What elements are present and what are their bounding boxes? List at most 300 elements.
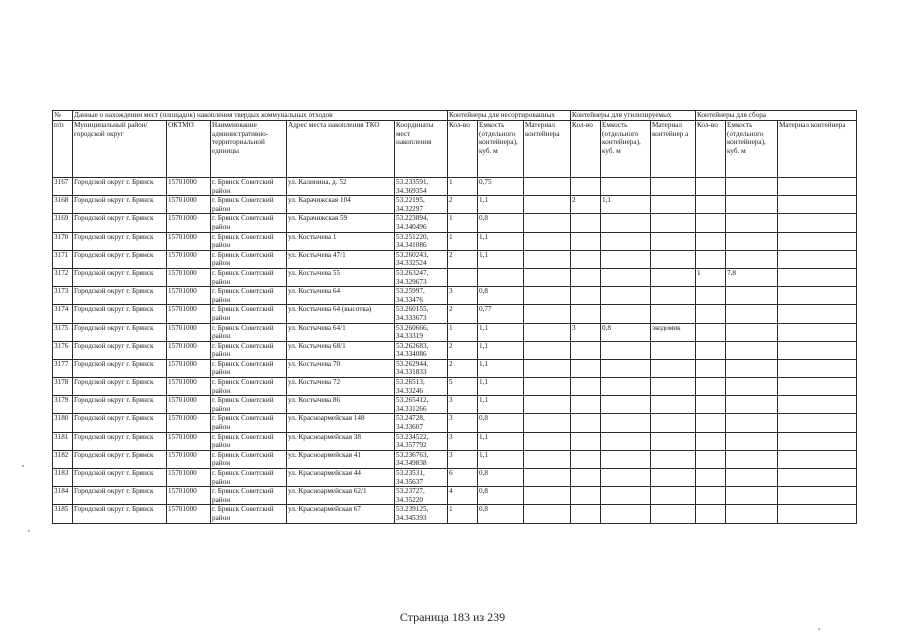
- capacity-unsorted-cell: 1,1: [478, 396, 524, 414]
- capacity-unsorted-cell: 0,8: [478, 487, 524, 505]
- material-unsorted-cell: [524, 250, 571, 268]
- table-row: [53, 305, 857, 323]
- coords-cell: 53.251220, 34.341086: [395, 232, 448, 250]
- admin-unit-cell: г. Брянск Советский район: [211, 378, 287, 396]
- qty-unsorted-cell: 1: [448, 323, 478, 341]
- capacity-unsorted-cell: 1,1: [478, 378, 524, 396]
- header-oktmo: ОКТМО: [167, 121, 211, 178]
- capacity-recycle-cell: [601, 214, 651, 232]
- material-recycle-cell: [651, 378, 696, 396]
- admin-unit-cell: г. Брянск Советский район: [211, 178, 287, 196]
- admin-unit-cell: г. Брянск Советский район: [211, 196, 287, 214]
- table-row: [53, 487, 857, 505]
- material-unsorted-cell: [524, 232, 571, 250]
- coords-cell: 53.234522, 34.357792: [395, 432, 448, 450]
- oktmo-cell: 15701000: [167, 396, 211, 414]
- material-collect-cell: [778, 396, 857, 414]
- coords-cell: 53.260155, 34.333673: [395, 305, 448, 323]
- municipality-cell: Городской округ г. Брянск: [73, 250, 167, 268]
- oktmo-cell: 15701000: [167, 268, 211, 286]
- qty-unsorted-cell: 3: [448, 414, 478, 432]
- qty-collect-cell: [696, 214, 726, 232]
- capacity-unsorted-cell: 1,1: [478, 341, 524, 359]
- admin-unit-cell: г. Брянск Советский район: [211, 359, 287, 377]
- material-unsorted-cell: [524, 214, 571, 232]
- material-collect-cell: [778, 359, 857, 377]
- row-number: 3173: [53, 287, 73, 305]
- capacity-collect-cell: [726, 305, 778, 323]
- material-collect-cell: [778, 250, 857, 268]
- oktmo-cell: 15701000: [167, 414, 211, 432]
- capacity-collect-cell: [726, 450, 778, 468]
- scan-speck: [818, 628, 820, 630]
- oktmo-cell: 15701000: [167, 305, 211, 323]
- material-collect-cell: [778, 196, 857, 214]
- table-row: [53, 359, 857, 377]
- header-capacity-recycle: Емкость (отдельного контейнера), куб. м: [601, 121, 651, 178]
- table-row: [53, 323, 857, 341]
- material-collect-cell: [778, 232, 857, 250]
- municipality-cell: Городской округ г. Брянск: [73, 359, 167, 377]
- coords-cell: 53.26513, 34.33246: [395, 378, 448, 396]
- coords-cell: 53.265412, 34.331266: [395, 396, 448, 414]
- coords-cell: 53.22195, 34.32297: [395, 196, 448, 214]
- material-unsorted-cell: [524, 305, 571, 323]
- qty-recycle-cell: [571, 178, 601, 196]
- table-row: [53, 396, 857, 414]
- material-unsorted-cell: [524, 378, 571, 396]
- material-recycle-cell: [651, 214, 696, 232]
- oktmo-cell: 15701000: [167, 178, 211, 196]
- municipality-cell: Городской округ г. Брянск: [73, 487, 167, 505]
- material-recycle-cell: [651, 469, 696, 487]
- material-recycle-cell: [651, 305, 696, 323]
- address-cell: ул. Костычева 68/1: [287, 341, 395, 359]
- header-num: №: [53, 111, 73, 121]
- address-cell: ул. Красноармейская 38: [287, 432, 395, 450]
- material-recycle-cell: [651, 268, 696, 286]
- coords-cell: 53.23531, 34.35637: [395, 469, 448, 487]
- municipality-cell: Городской округ г. Брянск: [73, 450, 167, 468]
- material-unsorted-cell: [524, 196, 571, 214]
- municipality-cell: Городской округ г. Брянск: [73, 305, 167, 323]
- capacity-recycle-cell: [601, 378, 651, 396]
- qty-collect-cell: [696, 396, 726, 414]
- qty-collect-cell: [696, 196, 726, 214]
- qty-unsorted-cell: 5: [448, 378, 478, 396]
- header-municipality: Муниципальный район/городской округ: [73, 121, 167, 178]
- coords-cell: 53.233591, 34.369354: [395, 178, 448, 196]
- capacity-collect-cell: [726, 178, 778, 196]
- material-recycle-cell: [651, 414, 696, 432]
- admin-unit-cell: г. Брянск Советский район: [211, 396, 287, 414]
- capacity-collect-cell: [726, 214, 778, 232]
- admin-unit-cell: г. Брянск Советский район: [211, 305, 287, 323]
- row-number: 3181: [53, 432, 73, 450]
- header-material-collect: Материал контейнера: [778, 121, 857, 178]
- coords-cell: 53.236763, 34.349838: [395, 450, 448, 468]
- capacity-recycle-cell: [601, 268, 651, 286]
- material-unsorted-cell: [524, 396, 571, 414]
- capacity-unsorted-cell: 1,1: [478, 323, 524, 341]
- qty-collect-cell: [696, 232, 726, 250]
- material-recycle-cell: [651, 232, 696, 250]
- table-row: [53, 432, 857, 450]
- capacity-collect-cell: [726, 414, 778, 432]
- qty-recycle-cell: [571, 505, 601, 523]
- table-row: [53, 378, 857, 396]
- oktmo-cell: 15701000: [167, 232, 211, 250]
- admin-unit-cell: г. Брянск Советский район: [211, 287, 287, 305]
- address-cell: ул. Красноармейская 148: [287, 414, 395, 432]
- header-address: Адрес места накопления ТКО: [287, 121, 395, 178]
- row-number: 3185: [53, 505, 73, 523]
- material-collect-cell: [778, 414, 857, 432]
- capacity-recycle-cell: [601, 414, 651, 432]
- qty-collect-cell: [696, 378, 726, 396]
- table-row: [53, 469, 857, 487]
- qty-unsorted-cell: 1: [448, 505, 478, 523]
- material-recycle-cell: [651, 287, 696, 305]
- admin-unit-cell: г. Брянск Советский район: [211, 232, 287, 250]
- row-number: 3167: [53, 178, 73, 196]
- header-qty-collect: Кол-во: [696, 121, 726, 178]
- material-unsorted-cell: [524, 268, 571, 286]
- municipality-cell: Городской округ г. Брянск: [73, 414, 167, 432]
- address-cell: ул. Красноармейская 41: [287, 450, 395, 468]
- header-coords: Координаты мест накопления: [395, 121, 448, 178]
- oktmo-cell: 15701000: [167, 196, 211, 214]
- table-row: [53, 268, 857, 286]
- page-number: Страница 183 из 239: [399, 610, 506, 624]
- address-cell: ул. Костычева 47/1: [287, 250, 395, 268]
- admin-unit-cell: г. Брянск Советский район: [211, 469, 287, 487]
- qty-unsorted-cell: 1: [448, 214, 478, 232]
- qty-unsorted-cell: 2: [448, 250, 478, 268]
- oktmo-cell: 15701000: [167, 469, 211, 487]
- oktmo-cell: 15701000: [167, 341, 211, 359]
- header-qty-recycle: Кол-во: [571, 121, 601, 178]
- material-collect-cell: [778, 378, 857, 396]
- oktmo-cell: 15701000: [167, 323, 211, 341]
- qty-collect-cell: [696, 414, 726, 432]
- material-unsorted-cell: [524, 359, 571, 377]
- address-cell: ул. Костычева 64: [287, 287, 395, 305]
- municipality-cell: Городской округ г. Брянск: [73, 469, 167, 487]
- qty-unsorted-cell: 6: [448, 469, 478, 487]
- admin-unit-cell: г. Брянск Советский район: [211, 250, 287, 268]
- capacity-unsorted-cell: [478, 268, 524, 286]
- municipality-cell: Городской округ г. Брянск: [73, 178, 167, 196]
- material-unsorted-cell: [524, 432, 571, 450]
- row-number: 3175: [53, 323, 73, 341]
- municipality-cell: Городской округ г. Брянск: [73, 232, 167, 250]
- qty-collect-cell: [696, 487, 726, 505]
- address-cell: ул. Костычева 72: [287, 378, 395, 396]
- qty-recycle-cell: [571, 214, 601, 232]
- row-number: 3170: [53, 232, 73, 250]
- material-recycle-cell: [651, 396, 696, 414]
- capacity-collect-cell: [726, 341, 778, 359]
- header-material-unsorted: Материал контейнера: [524, 121, 571, 178]
- capacity-unsorted-cell: 0,77: [478, 305, 524, 323]
- qty-recycle-cell: [571, 268, 601, 286]
- municipality-cell: Городской округ г. Брянск: [73, 505, 167, 523]
- capacity-recycle-cell: [601, 432, 651, 450]
- capacity-recycle-cell: [601, 450, 651, 468]
- capacity-collect-cell: [726, 232, 778, 250]
- material-recycle-cell: [651, 341, 696, 359]
- row-number: 3176: [53, 341, 73, 359]
- oktmo-cell: 15701000: [167, 214, 211, 232]
- capacity-collect-cell: [726, 469, 778, 487]
- qty-recycle-cell: [571, 250, 601, 268]
- row-number: 3169: [53, 214, 73, 232]
- capacity-recycle-cell: [601, 232, 651, 250]
- coords-cell: 53.239125, 34.345393: [395, 505, 448, 523]
- qty-unsorted-cell: 2: [448, 305, 478, 323]
- header-admin-unit: Наименование административно-территориальной единицы: [211, 121, 287, 178]
- oktmo-cell: 15701000: [167, 450, 211, 468]
- qty-recycle-cell: [571, 414, 601, 432]
- capacity-collect-cell: [726, 287, 778, 305]
- coords-cell: 53.23727, 34.35220: [395, 487, 448, 505]
- material-recycle-cell: [651, 505, 696, 523]
- header-recycle-group: Контейнеры для утилизируемых: [571, 111, 696, 121]
- row-number: 3178: [53, 378, 73, 396]
- qty-collect-cell: [696, 505, 726, 523]
- capacity-recycle-cell: [601, 469, 651, 487]
- coords-cell: 53.263247, 34.329673: [395, 268, 448, 286]
- capacity-collect-cell: [726, 505, 778, 523]
- qty-unsorted-cell: 3: [448, 432, 478, 450]
- row-number: 3180: [53, 414, 73, 432]
- material-unsorted-cell: [524, 414, 571, 432]
- capacity-unsorted-cell: 1,1: [478, 232, 524, 250]
- address-cell: ул. Костычева 64/1: [287, 323, 395, 341]
- qty-recycle-cell: [571, 305, 601, 323]
- material-collect-cell: [778, 450, 857, 468]
- address-cell: ул. Костычева 70: [287, 359, 395, 377]
- material-unsorted-cell: [524, 341, 571, 359]
- scan-speck: [22, 465, 24, 467]
- qty-unsorted-cell: 3: [448, 287, 478, 305]
- row-number: 3172: [53, 268, 73, 286]
- header-row-groups: [53, 111, 857, 121]
- capacity-unsorted-cell: 1,1: [478, 196, 524, 214]
- qty-unsorted-cell: 2: [448, 341, 478, 359]
- table-row: [53, 505, 857, 523]
- address-cell: ул. Красноармейская 62/1: [287, 487, 395, 505]
- admin-unit-cell: г. Брянск Советский район: [211, 268, 287, 286]
- capacity-unsorted-cell: 0,8: [478, 214, 524, 232]
- qty-recycle-cell: [571, 378, 601, 396]
- material-collect-cell: [778, 178, 857, 196]
- header-unsorted-group: Контейнеры для несортированных: [448, 111, 571, 121]
- material-recycle-cell: экодомик: [651, 323, 696, 341]
- admin-unit-cell: г. Брянск Советский район: [211, 450, 287, 468]
- capacity-collect-cell: [726, 432, 778, 450]
- capacity-unsorted-cell: 1,1: [478, 432, 524, 450]
- capacity-recycle-cell: [601, 305, 651, 323]
- capacity-recycle-cell: 1,1: [601, 196, 651, 214]
- material-recycle-cell: [651, 487, 696, 505]
- table-row: [53, 450, 857, 468]
- admin-unit-cell: г. Брянск Советский район: [211, 505, 287, 523]
- table-row: [53, 250, 857, 268]
- qty-collect-cell: [696, 469, 726, 487]
- capacity-recycle-cell: [601, 250, 651, 268]
- header-location-group: Данные о нахождении мест (площадок) накопления твердых коммунальных отходов: [73, 111, 448, 121]
- address-cell: ул. Костычева 55: [287, 268, 395, 286]
- address-cell: ул. Красноармейская 44: [287, 469, 395, 487]
- material-collect-cell: [778, 341, 857, 359]
- table-row: [53, 214, 857, 232]
- material-recycle-cell: [651, 359, 696, 377]
- material-recycle-cell: [651, 450, 696, 468]
- capacity-unsorted-cell: 1,1: [478, 450, 524, 468]
- material-unsorted-cell: [524, 469, 571, 487]
- capacity-unsorted-cell: 0,8: [478, 414, 524, 432]
- qty-unsorted-cell: 1: [448, 232, 478, 250]
- waste-sites-table: [52, 110, 857, 524]
- row-number: 3179: [53, 396, 73, 414]
- capacity-recycle-cell: [601, 487, 651, 505]
- capacity-unsorted-cell: 0,8: [478, 505, 524, 523]
- coords-cell: 53.260243, 34.332524: [395, 250, 448, 268]
- qty-recycle-cell: [571, 232, 601, 250]
- qty-recycle-cell: 2: [571, 196, 601, 214]
- capacity-unsorted-cell: 0,75: [478, 178, 524, 196]
- qty-unsorted-cell: 3: [448, 450, 478, 468]
- material-unsorted-cell: [524, 450, 571, 468]
- qty-collect-cell: [696, 305, 726, 323]
- material-unsorted-cell: [524, 487, 571, 505]
- header-capacity-collect: Емкость (отдельного контейнера), куб. м: [726, 121, 778, 178]
- coords-cell: 53.262944, 34.331833: [395, 359, 448, 377]
- address-cell: ул. Костычева 64 (высотка): [287, 305, 395, 323]
- qty-unsorted-cell: [448, 268, 478, 286]
- qty-recycle-cell: [571, 396, 601, 414]
- capacity-recycle-cell: 0,8: [601, 323, 651, 341]
- table-row: [53, 178, 857, 196]
- material-recycle-cell: [651, 432, 696, 450]
- qty-collect-cell: [696, 323, 726, 341]
- material-collect-cell: [778, 323, 857, 341]
- admin-unit-cell: г. Брянск Советский район: [211, 414, 287, 432]
- qty-recycle-cell: [571, 341, 601, 359]
- table-row: [53, 414, 857, 432]
- material-recycle-cell: [651, 250, 696, 268]
- capacity-unsorted-cell: 0,8: [478, 469, 524, 487]
- row-number: 3184: [53, 487, 73, 505]
- material-unsorted-cell: [524, 287, 571, 305]
- address-cell: ул. Карачижская 104: [287, 196, 395, 214]
- coords-cell: 53.262683, 34.334086: [395, 341, 448, 359]
- header-material-recycle: Материал контейнер а: [651, 121, 696, 178]
- material-collect-cell: [778, 214, 857, 232]
- material-collect-cell: [778, 287, 857, 305]
- address-cell: ул. Красноармейская 67: [287, 505, 395, 523]
- admin-unit-cell: г. Брянск Советский район: [211, 341, 287, 359]
- admin-unit-cell: г. Брянск Советский район: [211, 487, 287, 505]
- material-collect-cell: [778, 432, 857, 450]
- municipality-cell: Городской округ г. Брянск: [73, 396, 167, 414]
- row-number: 3183: [53, 469, 73, 487]
- header-capacity-unsorted: Емкость (отдельного контейнера), куб. м: [478, 121, 524, 178]
- municipality-cell: Городской округ г. Брянск: [73, 432, 167, 450]
- table-row: [53, 196, 857, 214]
- material-collect-cell: [778, 505, 857, 523]
- qty-recycle-cell: [571, 487, 601, 505]
- qty-collect-cell: [696, 450, 726, 468]
- qty-unsorted-cell: 2: [448, 196, 478, 214]
- header-qty-unsorted: Кол-во: [448, 121, 478, 178]
- coords-cell: 53.25997, 34.33476: [395, 287, 448, 305]
- capacity-collect-cell: [726, 396, 778, 414]
- qty-collect-cell: [696, 287, 726, 305]
- capacity-collect-cell: [726, 378, 778, 396]
- qty-collect-cell: [696, 250, 726, 268]
- waste-sites-registry-page: [52, 110, 856, 524]
- row-number: 3182: [53, 450, 73, 468]
- address-cell: ул. Калинина, д. 52: [287, 178, 395, 196]
- coords-cell: 53.260666, 34.33319: [395, 323, 448, 341]
- qty-recycle-cell: 3: [571, 323, 601, 341]
- material-collect-cell: [778, 268, 857, 286]
- qty-unsorted-cell: 1: [448, 178, 478, 196]
- capacity-recycle-cell: [601, 359, 651, 377]
- oktmo-cell: 15701000: [167, 250, 211, 268]
- municipality-cell: Городской округ г. Брянск: [73, 341, 167, 359]
- capacity-recycle-cell: [601, 178, 651, 196]
- capacity-collect-cell: [726, 250, 778, 268]
- table-row: [53, 341, 857, 359]
- qty-recycle-cell: [571, 359, 601, 377]
- material-recycle-cell: [651, 196, 696, 214]
- address-cell: ул. Карачижская 59: [287, 214, 395, 232]
- material-unsorted-cell: [524, 323, 571, 341]
- capacity-collect-cell: [726, 196, 778, 214]
- capacity-collect-cell: [726, 359, 778, 377]
- municipality-cell: Городской округ г. Брянск: [73, 196, 167, 214]
- qty-recycle-cell: [571, 432, 601, 450]
- qty-recycle-cell: [571, 287, 601, 305]
- admin-unit-cell: г. Брянск Советский район: [211, 432, 287, 450]
- table-body: [53, 178, 857, 524]
- material-collect-cell: [778, 469, 857, 487]
- capacity-collect-cell: [726, 323, 778, 341]
- scan-speck: [28, 530, 30, 532]
- material-recycle-cell: [651, 178, 696, 196]
- capacity-unsorted-cell: 1,1: [478, 250, 524, 268]
- coords-cell: 53.223894, 34.340496: [395, 214, 448, 232]
- qty-collect-cell: [696, 341, 726, 359]
- qty-unsorted-cell: 2: [448, 359, 478, 377]
- table-row: [53, 287, 857, 305]
- capacity-collect-cell: 7,8: [726, 268, 778, 286]
- capacity-recycle-cell: [601, 341, 651, 359]
- oktmo-cell: 15701000: [167, 287, 211, 305]
- municipality-cell: Городской округ г. Брянск: [73, 268, 167, 286]
- address-cell: ул. Костычева 1: [287, 232, 395, 250]
- oktmo-cell: 15701000: [167, 487, 211, 505]
- capacity-unsorted-cell: 0,8: [478, 287, 524, 305]
- qty-unsorted-cell: 4: [448, 487, 478, 505]
- oktmo-cell: 15701000: [167, 505, 211, 523]
- qty-recycle-cell: [571, 469, 601, 487]
- row-number: 3174: [53, 305, 73, 323]
